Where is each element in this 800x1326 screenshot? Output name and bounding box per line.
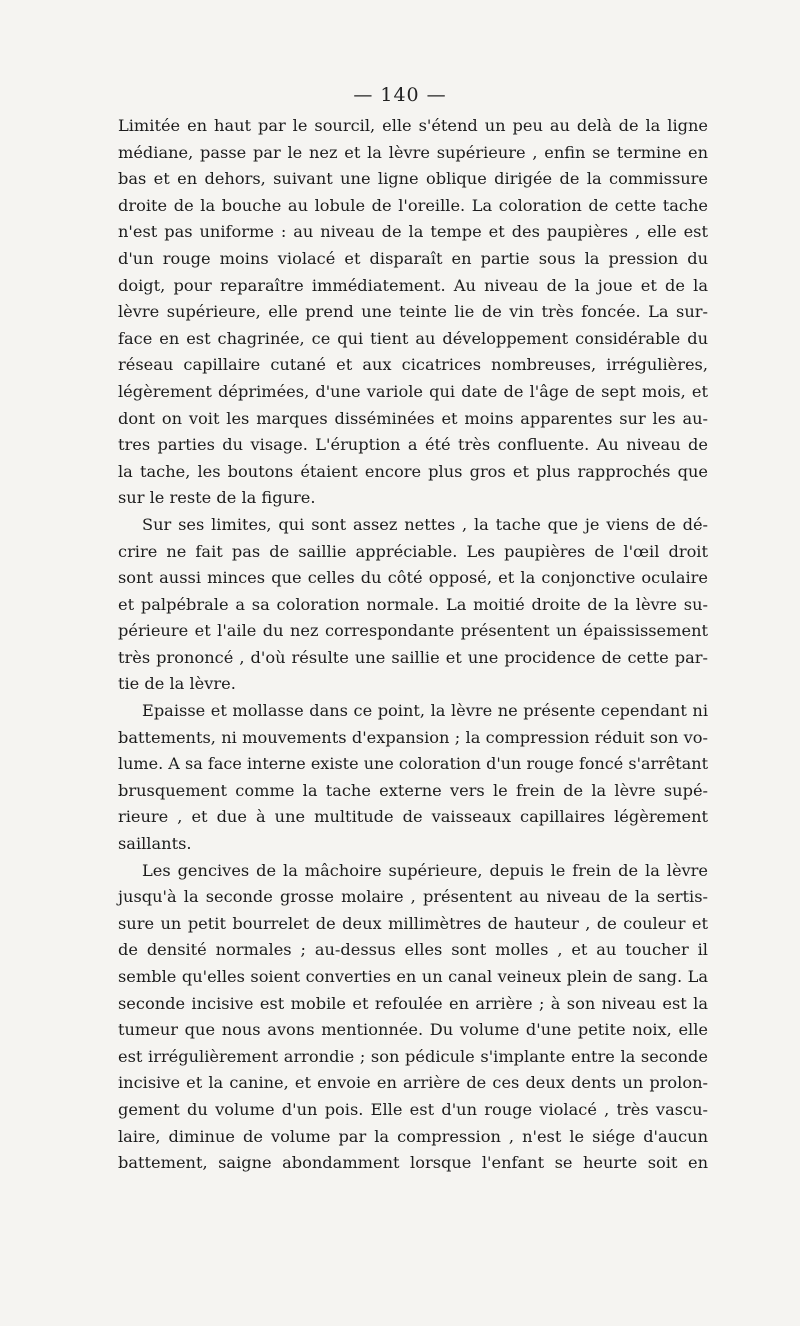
text-line: tie de la lèvre. (118, 674, 236, 694)
text-line: crire ne fait pas de saillie appréciable. Les paupières de l'œil droit (118, 541, 708, 561)
text-line: gement du volume d'un pois. Elle est d'un rouge violacé , très vascu- (118, 1099, 708, 1119)
text-line: brusquement comme la tache externe vers le frein de la lèvre supé- (118, 780, 708, 800)
text-line: Sur ses limites, qui sont assez nettes , la tache que je viens de dé- (142, 514, 708, 534)
text-line: sure un petit bourrelet de deux millimètres de hauteur , de couleur et (118, 913, 708, 933)
body-text (118, 113, 708, 1177)
text-line: doigt, pour reparaître immédiatement. Au niveau de la joue et de la (118, 275, 708, 295)
text-line: sont aussi minces que celles du côté opposé, et la conjonctive oculaire (118, 568, 708, 588)
text-line: bas et en dehors, suivant une ligne oblique dirigée de la commissure (118, 169, 708, 189)
text-line: sur le reste de la figure. (118, 488, 316, 508)
text-line: Epaisse et mollasse dans ce point, la lèvre ne présente cependant ni (142, 701, 708, 721)
text-line: dont on voit les marques disséminées et moins apparentes sur les au- (118, 408, 708, 428)
text-line: semble qu'elles soient converties en un canal veineux plein de sang. La (118, 967, 708, 986)
text-line: réseau capillaire cutané et aux cicatrices nombreuses, irrégulières, (118, 355, 708, 375)
text-line: d'un rouge moins violacé et disparaît en partie sous la pression du (118, 248, 708, 268)
text-line: battement, saigne abondamment lorsque l'enfant se heurte soit en (118, 1153, 708, 1173)
text-line: légèrement déprimées, d'une variole qui date de l'âge de sept mois, et (118, 381, 708, 401)
text-line: la tache, les boutons étaient encore plus gros et plus rapprochés que (118, 461, 708, 481)
text-line: très prononcé , d'où résulte une saillie et une procidence de cette par- (118, 647, 708, 667)
text-line: jusqu'à la seconde grosse molaire , présentent au niveau de la sertis- (118, 887, 708, 907)
text-line: saillants. (118, 834, 192, 854)
text-line: lume. A sa face interne existe une coloration d'un rouge foncé s'arrêtant (118, 754, 708, 774)
text-line: et palpébrale a sa coloration normale. La moitié droite de la lèvre su- (118, 594, 708, 614)
text-line: laire, diminue de volume par la compression , n'est le siége d'aucun (118, 1126, 708, 1146)
text-line: incisive et la canine, et envoie en arrière de ces deux dents un prolon- (118, 1073, 708, 1093)
text-line: Les gencives de la mâchoire supérieure, depuis le frein de la lèvre (142, 860, 708, 880)
text-line: de densité normales ; au-dessus elles sont molles , et au toucher il (118, 940, 708, 960)
text-line: droite de la bouche au lobule de l'oreille. La coloration de cette tache (118, 195, 708, 215)
text-line: face en est chagrinée, ce qui tient au développement considérable du (118, 328, 708, 348)
text-line: Limitée en haut par le sourcil, elle s'étend un peu au delà de la ligne (118, 116, 708, 135)
text-line: est irrégulièrement arrondie ; son pédicule s'implante entre la seconde (118, 1046, 708, 1066)
page-number: — 140 — (353, 84, 447, 106)
text-line: périeure et l'aile du nez correspondante présentent un épaississement (118, 621, 708, 641)
text-line: lèvre supérieure, elle prend une teinte lie de vin très foncée. La sur- (118, 302, 708, 322)
text-line: n'est pas uniforme : au niveau de la tempe et des paupières , elle est (118, 222, 708, 242)
text-line: tres parties du visage. L'éruption a été très confluente. Au niveau de (118, 435, 708, 455)
text-line: médiane, passe par le nez et la lèvre supérieure , enfin se termine en (118, 142, 708, 162)
text-line: tumeur que nous avons mentionnée. Du volume d'une petite noix, elle (118, 1020, 708, 1040)
text-line: rieure , et due à une multitude de vaisseaux capillaires légèrement (118, 807, 708, 827)
text-line: seconde incisive est mobile et refoulée en arrière ; à son niveau est la (118, 993, 708, 1013)
text-line: battements, ni mouvements d'expansion ; la compression réduit son vo- (118, 727, 708, 747)
